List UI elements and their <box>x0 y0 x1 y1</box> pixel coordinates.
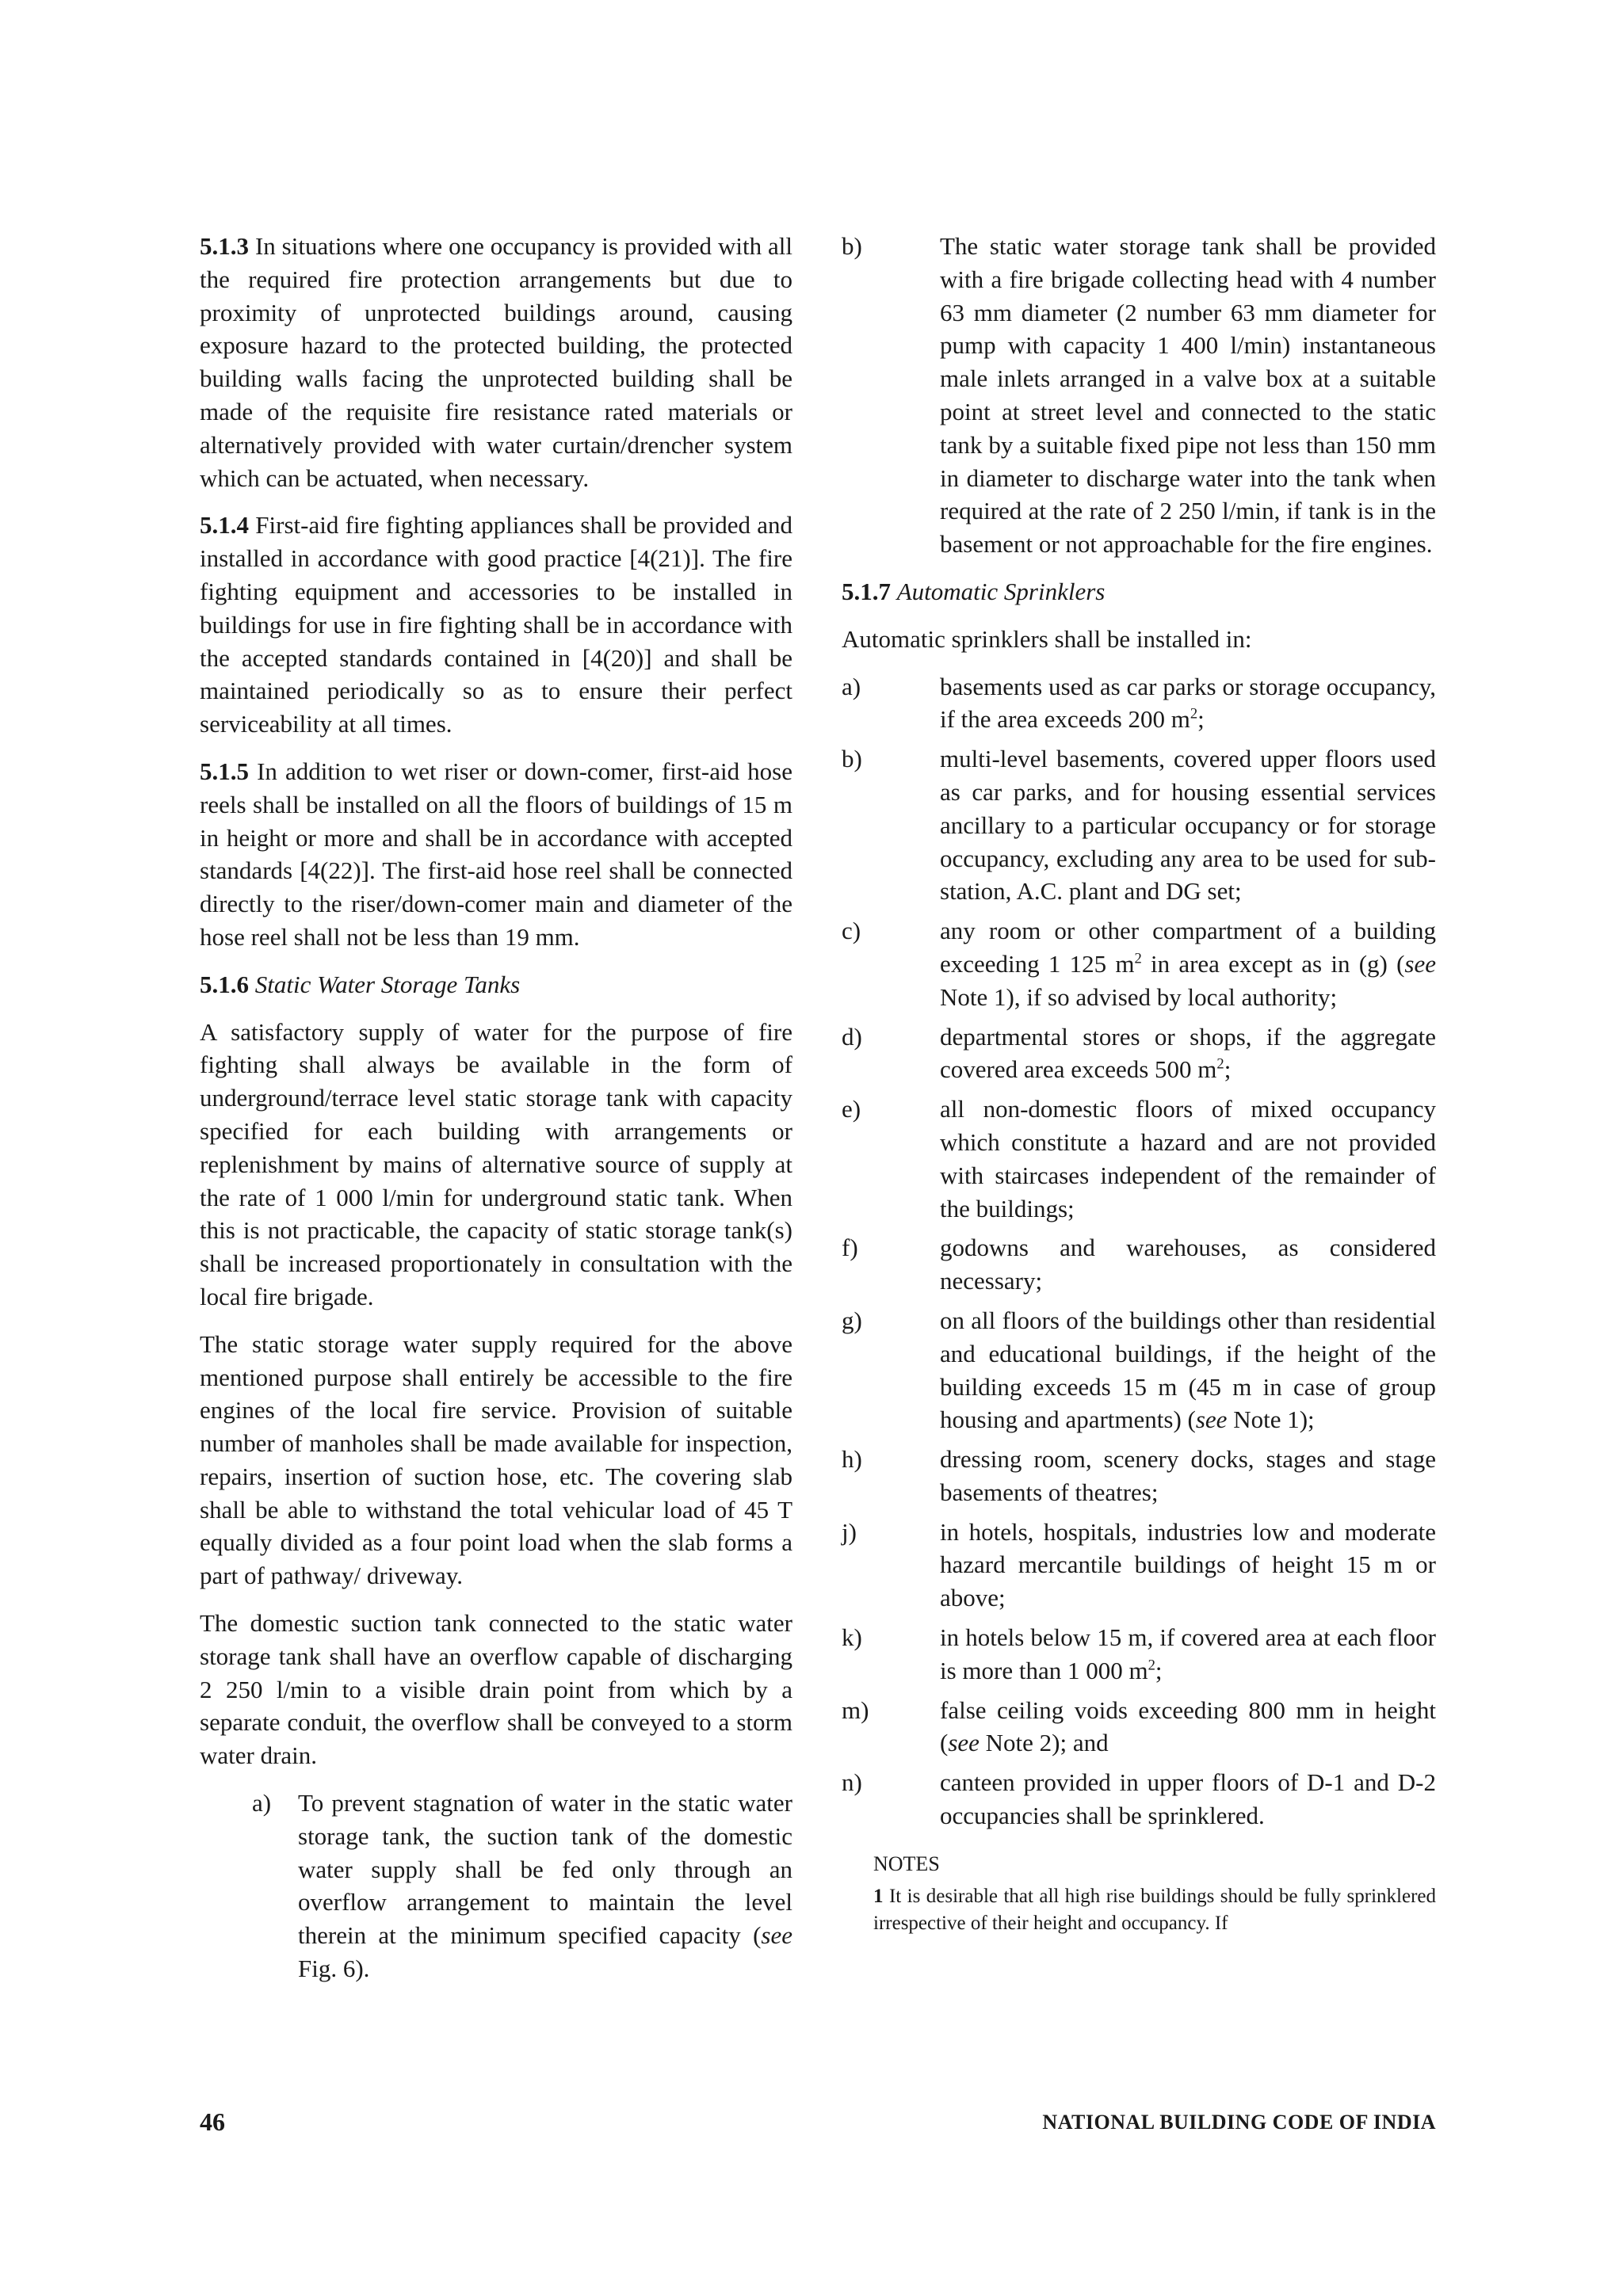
list-item-text: multi-level basements, covered upper floors used as car parks, and for housing essential services ancillary to a particular occupancy or for storage occupancy, excluding any area to be used for sub-station, A.C. plant and DG set; <box>940 745 1436 906</box>
list-item <box>842 1516 1436 1615</box>
list-item <box>842 1304 1436 1436</box>
list-item-label: e) <box>842 1095 861 1123</box>
tank-list <box>200 1787 792 1985</box>
note-number: 1 <box>873 1885 884 1907</box>
clause-title: Static Water Storage Tanks <box>254 970 521 998</box>
right-column <box>842 230 1436 1937</box>
left-column <box>200 230 792 1997</box>
notes-heading: NOTES <box>873 1852 940 1875</box>
list-item-label: f) <box>842 1234 858 1262</box>
list-item-text: on all floors of the buildings other than residential and educational buildings, if the height of the building exceeds 15 m (45 m in case of group housing and apartments) ( <box>940 1306 1436 1434</box>
note-1 <box>873 1883 1436 1937</box>
list-item-text: ; <box>1155 1656 1163 1684</box>
list-item <box>842 1231 1436 1298</box>
list-item-label: a) <box>842 672 861 700</box>
clause-number: 5.1.7 <box>842 577 891 605</box>
list-item-text: in hotels, hospitals, industries low and moderate hazard mercantile buildings of height 15 m or above; <box>940 1517 1436 1612</box>
superscript: 2 <box>1190 706 1198 723</box>
list-item-text: ; <box>1224 1055 1232 1084</box>
see-ref: see <box>1404 949 1436 978</box>
list-item <box>842 1621 1436 1688</box>
list-item-label: k) <box>842 1623 862 1652</box>
tank-list-continued <box>842 230 1436 561</box>
list-item <box>842 1443 1436 1509</box>
clause-5-1-4 <box>200 509 792 741</box>
list-item-text: Note 1); <box>1227 1405 1315 1434</box>
clause-5-1-3 <box>200 230 792 494</box>
list-item <box>842 1694 1436 1760</box>
list-item-label: j) <box>842 1517 857 1546</box>
list-item <box>842 1766 1436 1833</box>
list-item-label: g) <box>842 1306 862 1334</box>
clause-5-1-7-heading <box>842 575 1436 608</box>
page-footer <box>200 2107 1436 2139</box>
list-item <box>842 670 1436 737</box>
paragraph: The domestic suction tank connected to the static water storage tank shall have an overflow capable of discharging 2 250 l/min to a visible drain point from which by a separate conduit, the overflow shall be conveyed to a storm water drain. <box>200 1609 792 1770</box>
list-item-text: Note 2); and <box>979 1729 1109 1757</box>
list-item-label: n) <box>842 1768 862 1797</box>
list-item-text: false ceiling voids exceeding 800 mm in height ( <box>940 1695 1436 1757</box>
list-item-label: h) <box>842 1445 862 1474</box>
list-item-text: departmental stores or shops, if the aggregate covered area exceeds 500 m <box>940 1022 1436 1084</box>
list-item <box>842 1020 1436 1087</box>
list-item-text: any room or other compartment of a building exceeding 1 125 m <box>940 917 1436 978</box>
see-ref: see <box>761 1921 792 1950</box>
list-item <box>842 914 1436 1013</box>
note-text: It is desirable that all high rise buildings should be fully sprinklered irrespective of their height and occupancy. If <box>873 1885 1437 1934</box>
list-item-text: in area except as in (g) ( <box>1141 949 1405 978</box>
superscript: 2 <box>1148 1657 1155 1674</box>
list-item-text: in hotels below 15 m, if covered area at each floor is more than 1 000 m <box>940 1623 1436 1684</box>
list-item-label: a) <box>252 1789 272 1817</box>
sprinkler-intro: Automatic sprinklers shall be installed in: <box>842 624 1252 653</box>
list-item-text: dressing room, scenery docks, stages and stage basements of theatres; <box>940 1445 1436 1506</box>
list-item <box>842 1093 1436 1225</box>
list-item-text-end: Fig. 6). <box>298 1955 370 1983</box>
clause-title: Automatic Sprinklers <box>896 577 1106 605</box>
clause-text: First-aid fire fighting appliances shall be provided and installed in accordance with good practice [4(21)]. The fire fighting equipment and accessories to be installed in buildings for use in fire fighting shall be in accordance with the accepted standards contained in [4(20)] and shall be maintained periodically so as to ensure their perfect serviceability at all times. <box>200 511 792 738</box>
list-item-label: d) <box>842 1022 862 1051</box>
list-item-label: b) <box>842 232 862 260</box>
clause-number: 5.1.4 <box>200 511 249 540</box>
clause-number: 5.1.6 <box>200 970 249 998</box>
sprinkler-list <box>842 670 1436 1833</box>
clause-number: 5.1.5 <box>200 757 249 785</box>
list-item-text: all non-domestic floors of mixed occupancy which constitute a hazard and are not provided with staircases independent of the remainder of the buildings; <box>940 1095 1436 1222</box>
clause-5-1-6-heading <box>200 968 792 1001</box>
see-ref: see <box>1195 1405 1228 1434</box>
list-item-label: m) <box>842 1695 869 1724</box>
superscript: 2 <box>1134 950 1142 967</box>
list-item-text: godowns and warehouses, as considered necessary; <box>940 1234 1436 1295</box>
clause-text: In situations where one occupancy is provided with all the required fire protection arrangements but due to proximity of unprotected buildings around, causing exposure hazard to the protected building, the protected building walls facing the unprotected building shall be made of the requisite fire resistance rated materials or alternatively provided with water curtain/drencher system which can be actuated, when necessary. <box>200 232 792 492</box>
clause-text: In addition to wet riser or down-comer, first-aid hose reels shall be installed on all the floors of buildings of 15 m in height or more and shall be in accordance with accepted standards [4(22)]. The first-aid hose reel shall be connected directly to the riser/down-comer main and diameter of the hose reel shall not be less than 19 mm. <box>200 757 793 951</box>
list-item-text: ; <box>1197 705 1205 734</box>
clause-5-1-5 <box>200 755 792 954</box>
list-item <box>842 742 1436 908</box>
list-item-text: To prevent stagnation of water in the static water storage tank, the suction tank of the domestic water supply shall be fed only through an overflow arrangement to maintain the level therein at the minimum specified capacity ( <box>298 1789 792 1950</box>
list-item-text: basements used as car parks or storage occupancy, if the area exceeds 200 m <box>940 672 1436 734</box>
paragraph: A satisfactory supply of water for the purpose of fire fighting shall always be available in the form of underground/terrace level static storage tank with capacity specified for each building with arrangements or replenishment by mains of alternative source of supply at the rate of 1 000 l/min for underground static tank. When this is not practicable, the capacity of static storage tank(s) shall be increased proportionately in consultation with the local fire brigade. <box>200 1017 792 1310</box>
paragraph: The static storage water supply required for the above mentioned purpose shall entirely be accessible to the fire engines of the local fire service. Provision of suitable number of manholes shall be made available for inspection, repairs, insertion of suction hose, etc. The covering slab shall be able to withstand the total vehicular load of 45 T equally divided as a four point load when the slab forms a part of pathway/ driveway. <box>200 1329 792 1590</box>
list-item-text: The static water storage tank shall be provided with a fire brigade collecting head with 4 number 63 mm diameter (2 number 63 mm diameter for pump with capacity 1 400 l/min) instantaneous male inlets arranged in a valve box at a suitable point at street level and connected to the static tank by a suitable fixed pipe not less than 150 mm in diameter to discharge water into the tank when required at the rate of 2 250 l/min, if tank is in the basement or not approachable for the fire engines. <box>940 232 1436 559</box>
list-item-label: c) <box>842 917 861 945</box>
list-item-text: canteen provided in upper floors of D-1 and D-2 occupancies shall be sprinklered. <box>940 1768 1436 1830</box>
page-number: 46 <box>200 2107 225 2136</box>
list-item-label: b) <box>842 745 862 773</box>
superscript: 2 <box>1216 1056 1224 1073</box>
clause-number: 5.1.3 <box>200 232 249 260</box>
list-item <box>200 1787 792 1985</box>
list-item-text: Note 1), if so advised by local authority; <box>940 982 1338 1011</box>
see-ref: see <box>948 1729 980 1757</box>
running-title: NATIONAL BUILDING CODE OF INDIA <box>1042 2111 1436 2134</box>
list-item <box>842 230 1436 561</box>
